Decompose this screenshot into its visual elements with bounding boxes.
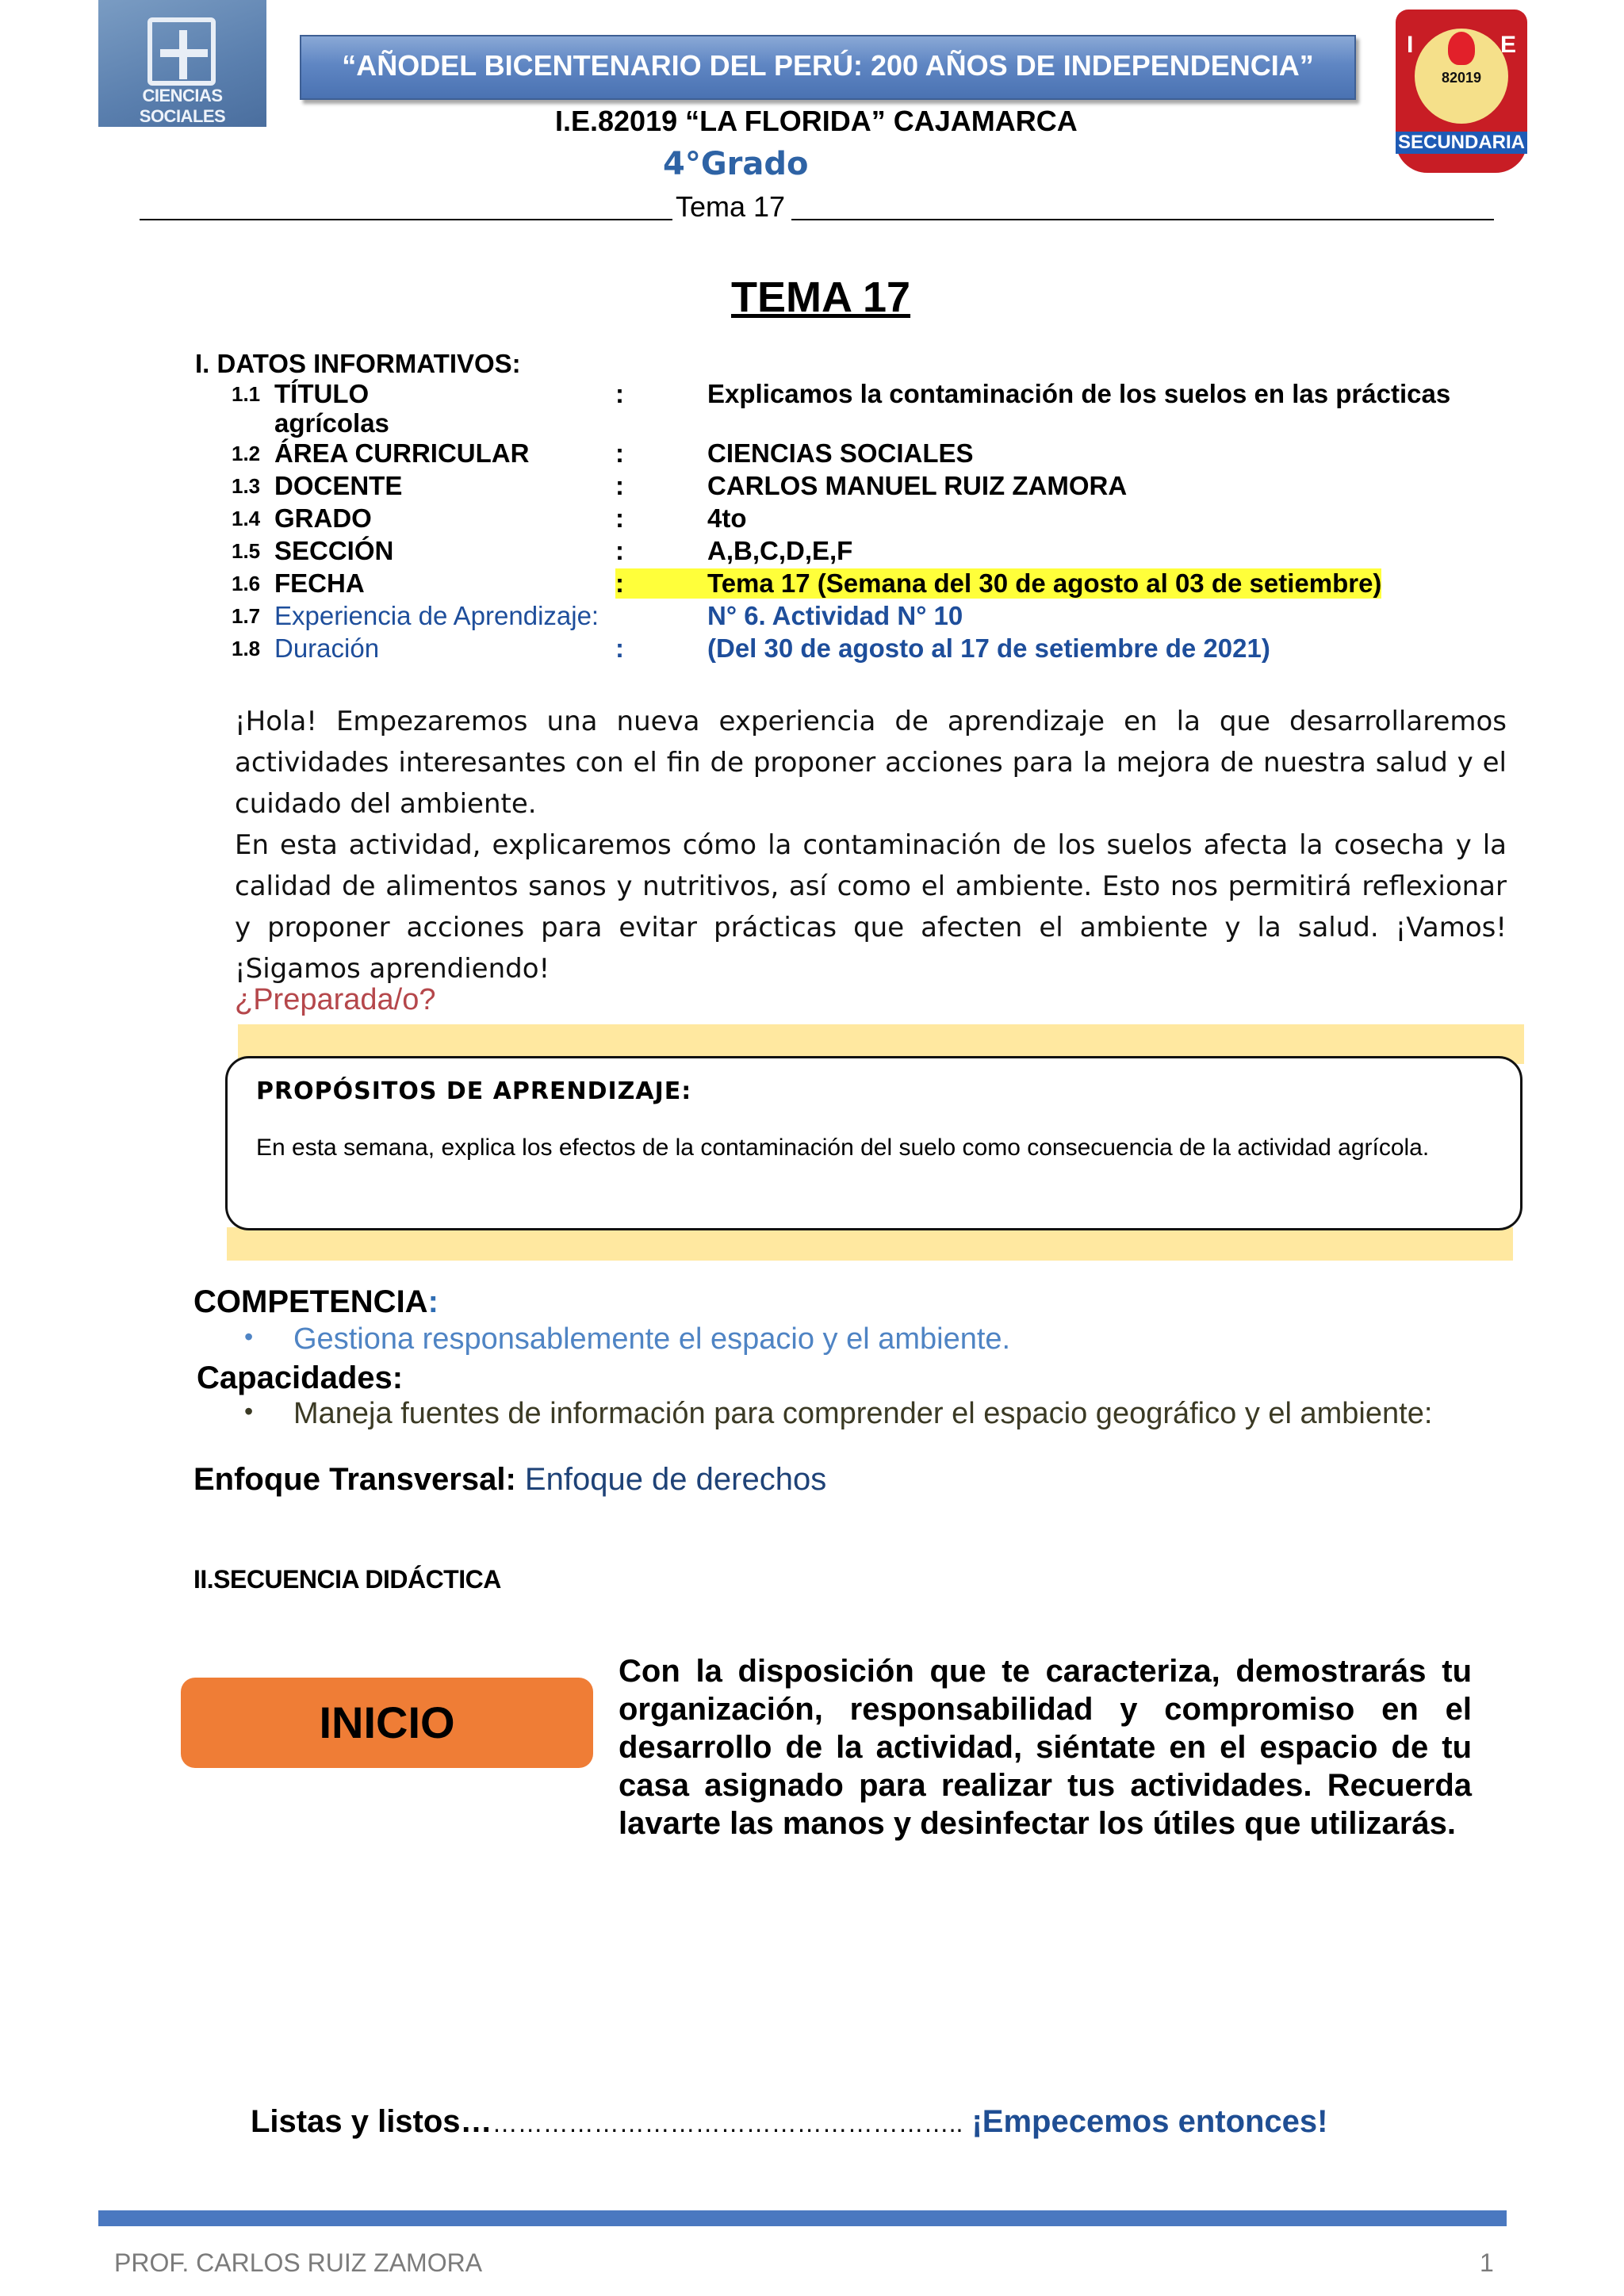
tema-header-text: Tema 17	[676, 190, 786, 223]
torch-icon	[1448, 32, 1475, 65]
enfoque-label: Enfoque Transversal:	[193, 1462, 516, 1497]
divider-right	[791, 219, 1494, 220]
row-value: A,B,C,D,E,F	[707, 536, 853, 565]
row-value: (Del 30 de agosto al 17 de setiembre de 2021)	[707, 633, 1270, 663]
row-colon: :	[615, 633, 624, 663]
row-key: TÍTULO	[274, 379, 370, 408]
row-colon: :	[615, 536, 624, 565]
footer-bar	[98, 2210, 1507, 2226]
logo-left-text: CIENCIAS SOCIALES	[139, 86, 226, 126]
enfoque-value: Enfoque de derechos	[524, 1462, 827, 1497]
inicio-label-box: INICIO	[181, 1678, 593, 1768]
row-colon: :	[615, 503, 624, 533]
intro-text	[235, 701, 1507, 989]
competencia-heading	[193, 1284, 439, 1320]
row-key: Experiencia de Aprendizaje:	[274, 601, 599, 630]
competencia-item	[244, 1322, 1010, 1357]
datos-row-titulo	[195, 379, 1527, 411]
row-colon: :	[615, 568, 708, 599]
listos-line	[251, 2104, 1328, 2140]
datos-row-experiencia	[195, 601, 1527, 633]
row-key: DOCENTE	[274, 471, 403, 500]
bicentenario-banner: “AÑODEL BICENTENARIO DEL PERÚ: 200 AÑOS DE INDEPENDENCIA”	[300, 35, 1356, 100]
row-num: 1.4	[232, 507, 261, 530]
capacidades-item-text: Maneja fuentes de información para comprender el espacio geográfico y el ambiente:	[293, 1397, 1433, 1430]
datos-row-docente	[195, 471, 1527, 503]
datos-row-grado	[195, 503, 1527, 536]
secuencia-heading: II.SECUENCIA DIDÁCTICA	[193, 1565, 501, 1594]
row-num: 1.2	[232, 442, 261, 465]
listos-text: Listas y listos…	[251, 2104, 492, 2139]
intro-paragraph-1: ¡Hola! Empezaremos una nueva experiencia de aprendizaje en la que desarrollaremos actividades interesantes con el fin de proponer acciones para la mejora de nuestra salud y el cuidado del ambiente.	[235, 706, 1507, 820]
datos-row-titulo-cont: agrícolas	[274, 408, 389, 438]
capacidades-item	[244, 1397, 1432, 1431]
prepared-question: ¿Preparada/o?	[235, 983, 436, 1016]
bullet-icon: •	[244, 1322, 254, 1351]
row-value-highlighted: Tema 17 (Semana del 30 de agosto al 03 de setiembre)	[707, 568, 1382, 598]
row-value: CIENCIAS SOCIALES	[707, 438, 974, 468]
logo-cross-icon	[147, 17, 216, 86]
row-key: SECCIÓN	[274, 536, 394, 565]
enfoque-transversal	[193, 1462, 826, 1498]
datos-list	[195, 379, 1527, 666]
page-number: 1	[1480, 2248, 1494, 2277]
page-title: TEMA 17	[731, 274, 911, 321]
row-value: 4to	[707, 503, 747, 533]
row-num: 1.1	[232, 382, 261, 406]
school-crest-logo	[1396, 10, 1527, 173]
datos-row-area	[195, 438, 1527, 471]
proposito-box	[225, 1056, 1522, 1230]
inicio-text: Con la disposición que te caracteriza, demostrarás tu organización, responsabilidad y compromiso en el desarrollo de la actividad, siéntate en el espacio de tu casa asignado para realizar tus actividades. Recuerda lavarte las manos y desinfectar los útiles que utilizarás.	[619, 1654, 1472, 1841]
row-value: CARLOS MANUEL RUIZ ZAMORA	[707, 471, 1128, 500]
grade-label: 4°Grado	[663, 146, 809, 182]
tema-header-line	[140, 190, 1494, 224]
row-num: 1.3	[232, 474, 261, 498]
competencia-colon: :	[427, 1284, 439, 1319]
row-key: FECHA	[274, 568, 365, 598]
row-num: 1.8	[232, 637, 261, 660]
datos-heading: I. DATOS INFORMATIVOS:	[195, 349, 521, 378]
capacidades-heading: Capacidades:	[197, 1360, 404, 1395]
listos-dots: ………………………………………………..	[492, 2109, 963, 2137]
intro-paragraph-2: En esta actividad, explicaremos cómo la contaminación de los suelos afecta la cosecha y la calidad de alimentos sanos y nutritivos, así como el ambiente. Esto nos permitirá reflexionar y proponer acciones para evitar prácticas que afecten el ambiente y la salud. ¡Vamos! ¡Sigamos aprendiendo!	[235, 829, 1507, 985]
proposito-heading: PROPÓSITOS DE APRENDIZAJE:	[256, 1077, 692, 1105]
row-num: 1.7	[232, 604, 261, 628]
row-value: N° 6. Actividad N° 10	[707, 601, 963, 630]
row-key: ÁREA CURRICULAR	[274, 438, 530, 468]
row-key: Duración	[274, 633, 380, 663]
row-colon: :	[615, 438, 624, 468]
row-num: 1.6	[232, 572, 261, 595]
crest-label: SECUNDARIA	[1396, 132, 1527, 154]
datos-row-fecha	[195, 568, 1527, 601]
row-num: 1.5	[232, 539, 261, 563]
crest-number: 82019	[1441, 70, 1482, 86]
row-colon: :	[615, 379, 624, 408]
ciencias-sociales-logo	[98, 0, 266, 127]
footer-author: PROF. CARLOS RUIZ ZAMORA	[114, 2248, 483, 2277]
proposito-body: En esta semana, explica los efectos de la contaminación del suelo como consecuencia de la actividad agrícola.	[256, 1135, 1430, 1161]
divider-left	[140, 219, 672, 220]
school-name: I.E.82019 “LA FLORIDA” CAJAMARCA	[555, 105, 1078, 137]
empecemos-text: ¡Empecemos entonces!	[971, 2104, 1328, 2139]
row-colon: :	[615, 471, 624, 500]
datos-row-seccion	[195, 536, 1527, 568]
competencia-label: COMPETENCIA	[193, 1284, 428, 1319]
competencia-item-text: Gestiona responsablemente el espacio y el ambiente.	[293, 1322, 1011, 1356]
datos-row-duracion	[195, 633, 1527, 666]
row-value: Explicamos la contaminación de los suelos en las prácticas	[707, 379, 1451, 408]
crest-letter-right: E	[1500, 32, 1516, 58]
row-key: GRADO	[274, 503, 372, 533]
bullet-icon: •	[244, 1397, 254, 1425]
crest-letter-left: I	[1407, 32, 1414, 58]
proposito-band-bottom	[227, 1227, 1513, 1261]
